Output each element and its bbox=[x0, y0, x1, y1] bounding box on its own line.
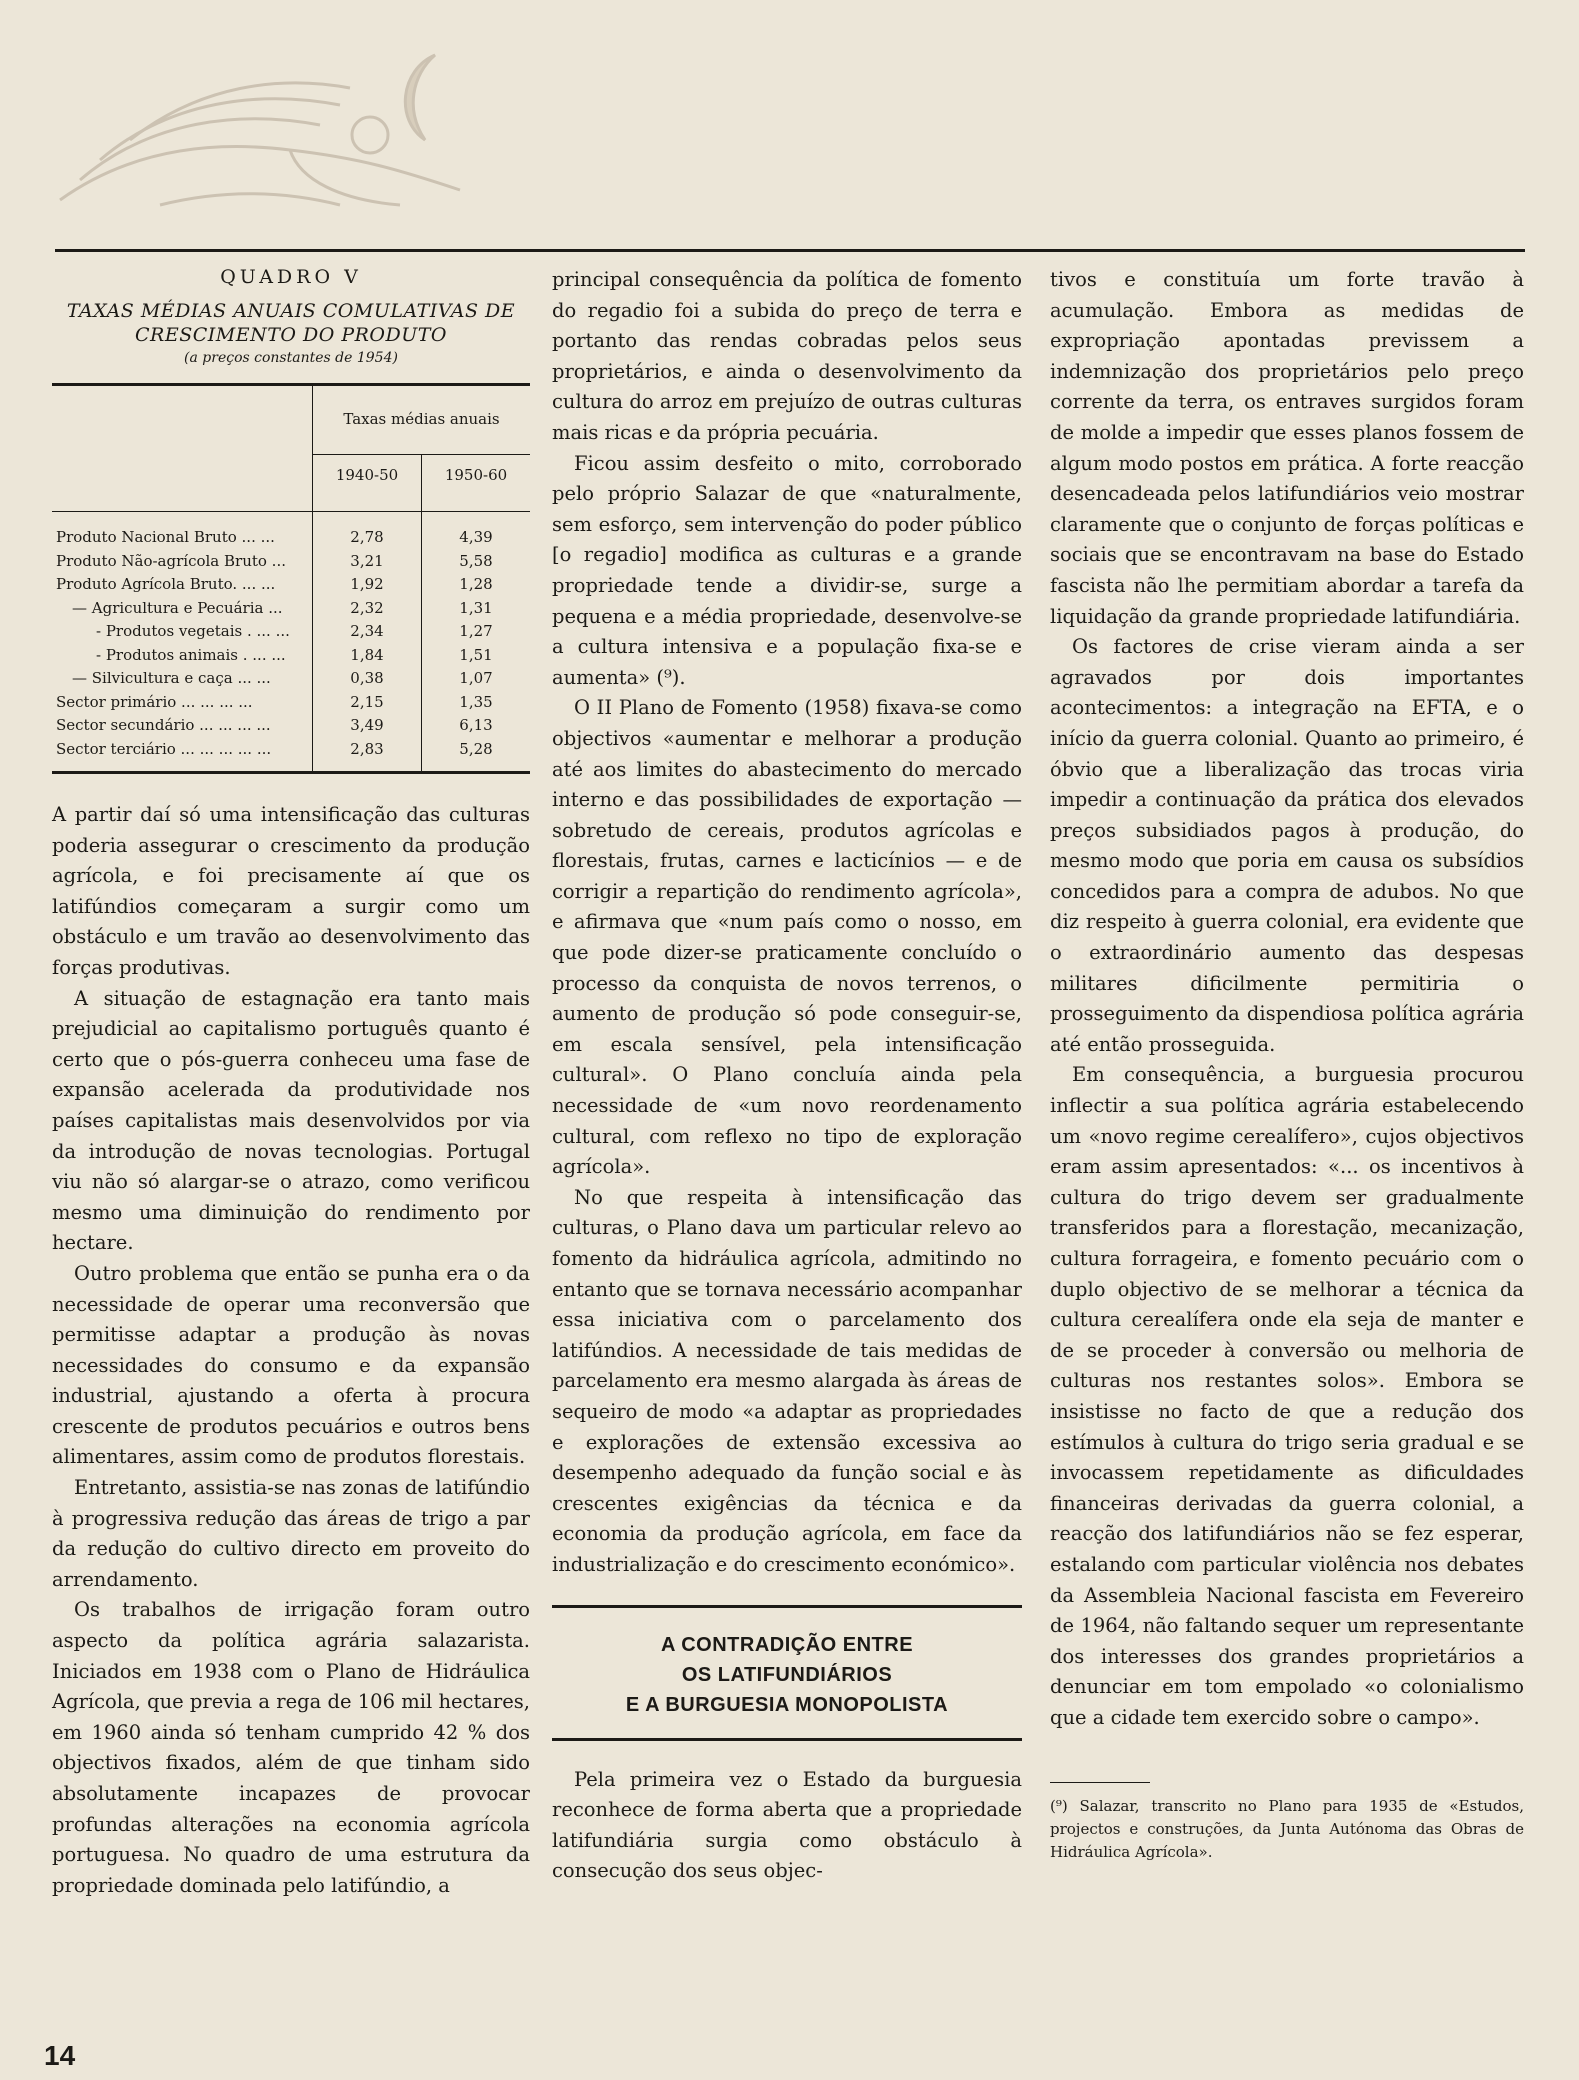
table-row: Sector secundário ... ... ... ... 3,49 6,13 bbox=[52, 714, 530, 738]
footnote-rule bbox=[1050, 1782, 1150, 1784]
paragraph: A situação de estagnação era tanto mais prejudicial ao capitalismo português quanto é certo que o pós-guerra conheceu uma fase de expansão acelerada da produtividade nos países capitalistas mais desenvolvidos por via da introdução de novas tecnologias. Portugal viu não só alargar-se o atrazo, como verificou mesmo uma diminuição do rendimento por hectare. bbox=[52, 986, 530, 1255]
paragraph: Pela primeira vez o Estado da burguesia reconhece de forma aberta que a propriedade latifundiária surgia como obstáculo à consecução dos seus objec- bbox=[552, 1767, 1022, 1883]
table-subtitle: TAXAS MÉDIAS ANUAIS COMULATIVAS DE CRESCIMENTO DO PRODUTO bbox=[66, 300, 516, 346]
table-row: — Silvicultura e caça ... ... 0,38 1,07 bbox=[52, 667, 530, 691]
paragraph: Em consequência, a burguesia procurou inflectir a sua política agrária estabelecendo um «novo regime cerealífero», cujos objectivos eram assim apresentados: «... os incentivos à cultura do trigo devem ser gradualmente transferidos para a florestação, mecanização, cultura forrageira, e fomento pecuário com o duplo objectivo de se melhorar a técnica da cultura cerealífera onde ela seja de manter e de se proceder à conversão ou melhoria de culturas nos restantes solos». Embora se insistisse no facto de que a redução dos estímulos à cultura do trigo seria gradual e se invocassem repetidamente as dificuldades financeiras derivadas da guerra colonial, a reacção dos latifundiários não se fez esperar, estalando com particular violência nos debates da Assembleia Nacional fascista em Fevereiro de 1964, não faltando sequer um representante dos interesses dos grandes proprietários a denunciar em tom empolado «o colonialismo que a cidade tem exercido sobre o campo». bbox=[1050, 1063, 1524, 1729]
section-heading: A CONTRADIÇÃO ENTRE OS LATIFUNDIÁRIOS E A BURGUESIA MONOPOLISTA bbox=[625, 1633, 949, 1716]
table-header-group: Taxas médias anuais bbox=[313, 385, 531, 455]
table-row: - Produtos vegetais . ... ... 2,34 1,27 bbox=[52, 620, 530, 644]
paragraph: Ficou assim desfeito o mito, corroborado pelo próprio Salazar de que «naturalmente, sem esforço, sem intervenção do poder público [o regadio] modifica as culturas e a grande propriedade tende a dividir-se, surge a pequena e a média propriedade, desenvolve-se a cultura intensiva e a população fixa-se e aumenta» (⁹). bbox=[552, 451, 1022, 689]
paragraph: Os trabalhos de irrigação foram outro aspecto da política agrária salazarista. Iniciados em 1938 com o Plano de Hidráulica Agrícola, que previa a rega de 106 mil hectares, em 1960 ainda só tenham cumprido 42 % dos objectivos fixados, além de que tinham sido absolutamente incapazes de provocar profundas alterações na economia agrícola portuguesa. No quadro de uma estrutura da propriedade dominada pelo latifúndio, a bbox=[52, 1598, 530, 1897]
page-number: 14 bbox=[44, 2040, 76, 2071]
table-col-header: 1940-50 bbox=[313, 455, 422, 498]
table-note: (a preços constantes de 1954) bbox=[184, 350, 398, 366]
paragraph: No que respeita à intensificação das culturas, o Plano dava um particular relevo ao fomento da hidráulica agrícola, admitindo no entanto que se tornava necessário acompanhar essa iniciativa com o parcelamento dos latifúndios. A necessidade de tais medidas de parcelamento era mesmo alargada às áreas de sequeiro de modo «a adaptar as propriedades e explorações de extensão excessiva ao desempenho adequado da função social e às crescentes exigências da técnica e da economia da produção agrícola, em face da industrialização e do crescimento económico». bbox=[552, 1185, 1022, 1576]
paragraph: Entretanto, assistia-se nas zonas de latifúndio à progressiva redução das áreas de trigo a par da redução do cultivo directo em proveito do arrendamento. bbox=[52, 1476, 530, 1591]
table-row: Produto Não-agrícola Bruto ... 3,21 5,58 bbox=[52, 550, 530, 574]
table-row: Produto Nacional Bruto ... ... 2,78 4,39 bbox=[52, 526, 530, 550]
table-row: Sector terciário ... ... ... ... ... 2,83 5,28 bbox=[52, 738, 530, 762]
section-rule-top bbox=[552, 1605, 1022, 1608]
section-rule-bottom bbox=[552, 1738, 1022, 1741]
paragraph: O II Plano de Fomento (1958) fixava-se como objectivos «aumentar e melhorar a produção até aos limites do abastecimento do mercado interno e das possibilidades de exportação — sobretudo de cereais, produtos agrícolas e florestais, frutas, carnes e lacticínios — e de corrigir a repartição do rendimento agrícola», e afirmava que «num país como o nosso, em que pode dizer-se praticamente concluído o processo da conquista de novos terrenos, o aumento de produção só pode conseguir-se, em escala sensível, pela intensificação cultural». O Plano concluía ainda pela necessidade de «um novo reordenamento cultural, com reflexo no tipo de exploração agrícola». bbox=[552, 696, 1022, 1179]
data-table bbox=[52, 383, 530, 774]
table-row: Produto Agrícola Bruto. ... ... 1,92 1,28 bbox=[52, 573, 530, 597]
column-1 bbox=[52, 265, 530, 1901]
column-3 bbox=[1050, 265, 1524, 1864]
decorative-emblem bbox=[40, 30, 540, 235]
table-col-header: 1950-60 bbox=[422, 455, 531, 498]
footnote: (⁹) Salazar, transcrito no Plano para 1935 de «Estudos, projectos e construções, da Junta Autónoma das Obras de Hidráulica Agrícola». bbox=[1050, 1797, 1524, 1861]
paragraph: Outro problema que então se punha era o da necessidade de operar uma reconversão que permitisse adaptar a produção às novas necessidades do consumo e da expansão industrial, ajustando a oferta à procura crescente de produtos pecuários e outros bens alimentares, assim como de produtos florestais. bbox=[52, 1261, 530, 1469]
column-2 bbox=[552, 265, 1022, 1887]
paragraph: principal consequência da política de fomento do regadio foi a subida do preço de terra e portanto das rendas cobradas pelos seus proprietários, e ainda o desenvolvimento da cultura do arroz em prejuízo de outras culturas mais ricas e da própria pecuária. bbox=[552, 268, 1022, 444]
table-row: — Agricultura e Pecuária ... 2,32 1,31 bbox=[52, 597, 530, 621]
table-row: Sector primário ... ... ... ... 2,15 1,35 bbox=[52, 691, 530, 715]
paragraph: A partir daí só uma intensificação das culturas poderia assegurar o crescimento da produção agrícola, e foi precisamente aí que os latifúndios começaram a surgir como um obstáculo e um travão ao desenvolvimento das forças produtivas. bbox=[52, 803, 530, 979]
paragraph: Os factores de crise vieram ainda a ser agravados por dois importantes acontecimentos: a integração na EFTA, e o início da guerra colonial. Quanto ao primeiro, é óbvio que a liberalização das trocas viria impedir a continuação da prática dos elevados preços subsidiados pagos à produção, do mesmo modo que poria em causa os subsídios concedidos para a compra de adubos. No que diz respeito à guerra colonial, era evidente que o extraordinário aumento das despesas militares dificilmente permitiria o prosseguimento da dispendiosa política agrária até então prosseguida. bbox=[1050, 635, 1524, 1056]
table-title: QUADRO V bbox=[220, 266, 362, 288]
top-rule bbox=[55, 249, 1525, 252]
paragraph: tivos e constituía um forte travão à acumulação. Embora as medidas de expropriação apontadas previssem a indemnização dos proprietários pelo preço corrente da terra, os entraves surgidos foram de molde a impedir que esses planos fossem de algum modo postos em prática. A forte reacção desencadeada pelos latifundiários veio mostrar claramente que o conjunto de forças políticas e sociais que se encontravam na base do Estado fascista não lhe permitiam abordar a tarefa da liquidação da grande propriedade latifundiária. bbox=[1050, 268, 1524, 628]
table-row: - Produtos animais . ... ... 1,84 1,51 bbox=[52, 644, 530, 668]
